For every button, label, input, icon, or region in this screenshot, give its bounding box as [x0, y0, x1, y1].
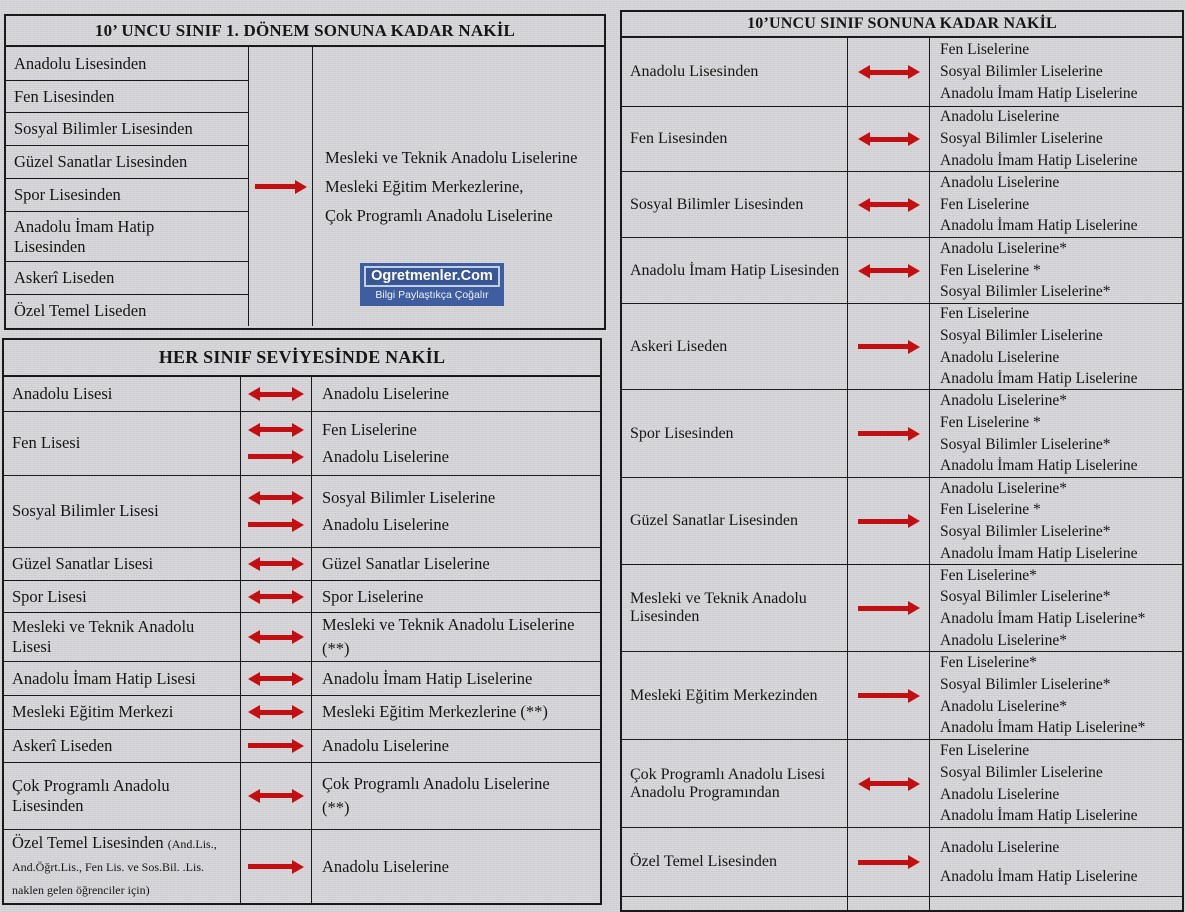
watermark-logo	[360, 263, 504, 306]
destination-cell	[930, 390, 1182, 477]
destination-text: Sosyal Bilimler Liselerine	[322, 488, 496, 508]
table-body	[6, 47, 604, 326]
source-text: Spor Lisesinden	[630, 424, 734, 442]
destination-cell	[312, 412, 600, 474]
source-text: Anadolu İmam Hatip Lisesinden	[14, 216, 155, 256]
arrow-both-icon	[248, 590, 304, 604]
source-text: Fen Lisesinden	[14, 86, 115, 106]
destination-text: Anadolu Liselerine*	[940, 631, 1067, 649]
table-row	[4, 696, 600, 729]
destination-cell	[312, 830, 600, 903]
destination-text: Mesleki ve Teknik Anadolu Liselerine	[325, 148, 578, 167]
destination-text: Anadolu İmam Hatip Liselerine	[322, 668, 533, 688]
arrow-right-icon	[248, 518, 304, 532]
arrow-cell	[241, 581, 312, 612]
source-text: Güzel Sanatlar Lisesinden	[630, 512, 798, 529]
source-cell	[4, 763, 241, 829]
source-cell	[622, 897, 848, 912]
destination-text: Mesleki Eğitim Merkezlerine,	[325, 177, 524, 196]
destination-text: Anadolu Liselerine	[322, 735, 449, 755]
destination-cell	[930, 304, 1182, 389]
destination-text: Sosyal Bilimler Liselerine*	[940, 675, 1111, 693]
destination-text: Anadolu Liselerine*	[940, 239, 1067, 257]
arrow-cell	[241, 830, 312, 903]
table-10th-grade-end-transfer	[620, 10, 1184, 912]
source-text: Sosyal Bilimler Lisesi	[12, 501, 159, 521]
arrow-right-icon	[248, 739, 304, 753]
destination-text: Anadolu Liselerine	[322, 447, 449, 467]
table-row	[4, 662, 600, 696]
destination-text: Fen Liselerine*	[940, 654, 1037, 672]
source-cell	[4, 581, 241, 612]
source-cell	[4, 412, 241, 474]
destination-text: Anadolu İmam Hatip Liselerine	[940, 868, 1138, 885]
table-row	[622, 38, 1182, 107]
destination-cell	[312, 377, 600, 411]
arrow-both-icon	[858, 198, 920, 212]
arrow-cell	[848, 897, 930, 912]
source-text: Çok Programlı Anadolu Lisesinden	[12, 775, 170, 815]
table-row	[622, 740, 1182, 828]
table-row	[6, 47, 248, 81]
arrow-both-icon	[858, 264, 920, 278]
destination-cell	[930, 107, 1182, 171]
arrow-both-icon	[248, 705, 304, 719]
destination-text: Anadolu Liselerine*	[940, 392, 1067, 410]
destination-cell	[930, 565, 1182, 651]
source-cell	[4, 696, 241, 728]
destination-text: Anadolu İmam Hatip Liselerine	[940, 544, 1138, 562]
arrow-right-icon	[858, 689, 920, 703]
destination-text: Anadolu İmam Hatip Liselerine*	[940, 719, 1146, 737]
destination-text: Anadolu Liselerine	[940, 108, 1060, 126]
watermark-slogan: Bilgi Paylaştıkça Çoğalır	[375, 289, 489, 301]
source-text: Mesleki ve Teknik Anadolu Lisesi	[12, 617, 195, 657]
table-row	[6, 146, 248, 179]
destination-cell	[930, 740, 1182, 827]
arrow-right-icon	[858, 340, 920, 354]
destination-text: Anadolu İmam Hatip Liselerine	[940, 807, 1138, 825]
arrow-cell	[848, 107, 930, 171]
destination-text: Anadolu Liselerine	[940, 348, 1060, 366]
table-row-cutoff	[622, 897, 1182, 912]
arrow-cell	[249, 47, 313, 326]
table-row	[622, 390, 1182, 478]
source-text: Anadolu İmam Hatip Lisesinden	[630, 261, 840, 279]
destination-text: Çok Programlı Anadolu Liselerine	[325, 206, 553, 225]
source-cell	[4, 613, 241, 661]
source-text: Güzel Sanatlar Lisesi	[12, 553, 154, 573]
arrow-both-icon	[248, 491, 304, 505]
destination-text: Fen Liselerine	[322, 420, 417, 440]
source-cell	[622, 565, 848, 651]
source-cell	[4, 730, 241, 762]
table-10th-grade-1st-term-transfer	[4, 14, 606, 330]
arrow-cell	[241, 730, 312, 762]
arrow-cell	[241, 548, 312, 580]
arrow-cell	[241, 662, 312, 695]
source-text: Özel Temel Liseden	[14, 300, 147, 320]
destination-cell	[312, 581, 600, 612]
table-row	[6, 295, 248, 326]
source-cell	[622, 304, 848, 389]
destination-text: Anadolu İmam Hatip Liselerine*	[940, 610, 1146, 627]
arrow-cell	[848, 565, 930, 651]
destination-cell	[930, 38, 1182, 106]
arrow-both-icon	[248, 789, 304, 803]
destination-text: Mesleki ve Teknik Anadolu Liselerine (**)	[322, 615, 575, 659]
destination-text: Fen Liselerine	[940, 742, 1030, 760]
table-body	[622, 38, 1182, 912]
source-text: Güzel Sanatlar Lisesinden	[14, 152, 188, 171]
source-cell	[4, 476, 241, 547]
watermark-title: Ogretmenler.Com	[364, 266, 500, 287]
source-text: Askerî Liseden	[12, 735, 113, 755]
source-cell	[622, 38, 848, 106]
table-row	[622, 172, 1182, 238]
arrow-cell	[848, 652, 930, 739]
arrow-cell	[848, 238, 930, 303]
table-row	[4, 377, 600, 412]
arrow-cell	[848, 38, 930, 106]
table-row	[622, 478, 1182, 565]
arrow-cell	[848, 740, 930, 827]
table-row	[4, 763, 600, 830]
destination-text: Fen Liselerine *	[940, 261, 1041, 279]
arrow-both-icon	[248, 557, 304, 571]
source-text: Anadolu Lisesi	[12, 384, 113, 404]
destination-text: Anadolu Liselerine	[322, 384, 449, 404]
arrow-right-icon	[858, 855, 920, 869]
destination-cell	[312, 662, 600, 695]
source-cell	[4, 377, 241, 411]
destination-text: Sosyal Bilimler Liselerine	[940, 130, 1103, 148]
destination-text: Anadolu Liselerine	[322, 515, 449, 535]
arrow-both-icon	[858, 65, 920, 79]
destination-text: Fen Liselerine*	[940, 566, 1037, 584]
table-row	[622, 238, 1182, 304]
destination-text: Fen Liselerine	[940, 195, 1030, 213]
source-text: Askerî Liseden	[14, 268, 115, 287]
table-body	[4, 377, 600, 903]
source-text: Çok Programlı Anadolu Lisesi Anadolu Programından	[630, 765, 826, 801]
source-cell	[622, 390, 848, 477]
table-row	[4, 476, 600, 548]
destination-text: Sosyal Bilimler Liselerine	[940, 763, 1103, 781]
table-row	[622, 107, 1182, 172]
table-row	[622, 652, 1182, 740]
source-note-text: (And.Lis., And.Öğrt.Lis., Fen Lis. ve Sos.Bil. .Lis. naklen gelen öğrenciler için)	[12, 837, 217, 898]
arrow-cell	[241, 763, 312, 829]
destination-text: Sosyal Bilimler Liselerine*	[940, 435, 1111, 453]
destination-text: Çok Programlı Anadolu Liselerine (**)	[322, 773, 550, 817]
source-text: Anadolu İmam Hatip Lisesi	[12, 668, 196, 688]
destination-text: Anadolu İmam Hatip Liselerine	[940, 217, 1138, 235]
destination-text: Fen Liselerine	[940, 41, 1030, 59]
arrow-both-icon	[858, 132, 920, 146]
source-cell	[622, 652, 848, 739]
destination-cell	[312, 763, 600, 829]
source-cell	[622, 107, 848, 171]
source-cell	[622, 740, 848, 827]
source-cell	[622, 828, 848, 896]
destination-cell	[930, 828, 1182, 896]
table-row	[4, 830, 600, 903]
source-column	[6, 47, 249, 326]
destination-cell	[312, 696, 600, 728]
source-text: Sosyal Bilimler Lisesinden	[14, 119, 193, 138]
arrow-cell	[848, 172, 930, 237]
arrow-right-icon	[248, 450, 304, 464]
table-row	[6, 212, 248, 262]
arrow-both-icon	[248, 387, 304, 401]
arrow-right-icon	[248, 860, 304, 874]
source-text: Sosyal Bilimler Lisesinden	[630, 195, 804, 213]
arrow-cell	[241, 476, 312, 547]
source-cell	[622, 172, 848, 237]
table-row	[6, 81, 248, 113]
table-row	[4, 581, 600, 613]
source-text: Anadolu Lisesinden	[630, 63, 759, 80]
destination-text: Fen Liselerine	[940, 305, 1030, 323]
destination-text: Anadolu İmam Hatip Liselerine	[940, 370, 1138, 388]
destination-text: Anadolu Liselerine*	[940, 697, 1067, 715]
arrow-cell	[848, 390, 930, 477]
destination-text: Spor Liselerine	[322, 586, 424, 606]
destination-text: Anadolu İmam Hatip Liselerine	[940, 457, 1138, 475]
destination-cell	[930, 478, 1182, 564]
source-text: Spor Lisesinden	[14, 185, 121, 204]
arrow-cell	[848, 304, 930, 389]
source-text: Mesleki Eğitim Merkezinden	[630, 686, 818, 704]
table-row	[4, 548, 600, 581]
destination-text: Güzel Sanatlar Liselerine	[322, 553, 490, 573]
source-text: Fen Lisesi	[12, 433, 81, 453]
arrow-both-icon	[858, 777, 920, 791]
destination-text: Anadolu Liselerine	[322, 856, 449, 876]
source-text: Fen Lisesinden	[630, 130, 728, 147]
destination-text: Anadolu İmam Hatip Liselerine	[940, 84, 1138, 102]
source-text: Anadolu Lisesinden	[14, 53, 147, 73]
destination-text: Mesleki Eğitim Merkezlerine (**)	[322, 702, 548, 722]
arrow-right-icon	[858, 514, 920, 528]
table-row	[6, 113, 248, 146]
arrow-cell	[241, 412, 312, 474]
arrow-right-icon	[858, 427, 920, 441]
destination-text: Anadolu Liselerine	[940, 839, 1060, 856]
destination-text: Anadolu Liselerine	[940, 785, 1060, 803]
table-row	[622, 828, 1182, 897]
source-text: Özel Temel Lisesinden	[630, 853, 777, 870]
arrow-right-icon	[255, 180, 307, 194]
source-text: Mesleki ve Teknik Anadolu Lisesinden	[630, 590, 807, 625]
destination-text: Sosyal Bilimler Liselerine*	[940, 283, 1111, 301]
arrow-cell	[241, 377, 312, 411]
arrow-cell	[848, 828, 930, 896]
destination-text: Sosyal Bilimler Liselerine*	[940, 523, 1111, 540]
arrow-cell	[241, 613, 312, 661]
table-row	[622, 565, 1182, 652]
source-cell	[4, 830, 241, 903]
source-text: Mesleki Eğitim Merkezi	[12, 702, 174, 722]
source-cell	[622, 478, 848, 564]
destination-cell	[312, 613, 600, 661]
table-row	[622, 304, 1182, 390]
arrow-cell	[241, 696, 312, 728]
table-title: 10’ UNCU SINIF 1. DÖNEM SONUNA KADAR NAKİL	[6, 16, 604, 47]
source-text: Spor Lisesi	[12, 586, 87, 606]
destination-text: Sosyal Bilimler Liselerine	[940, 63, 1103, 81]
table-row	[4, 412, 600, 475]
arrow-cell	[848, 478, 930, 564]
destination-text: Anadolu Liselerine*	[940, 479, 1067, 497]
destination-cell	[313, 47, 604, 326]
table-title: HER SINIF SEVİYESİNDE NAKİL	[4, 340, 600, 377]
table-title: 10’UNCU SINIF SONUNA KADAR NAKİL	[622, 12, 1182, 38]
destination-text: Fen Liselerine *	[940, 413, 1041, 431]
destination-cell	[930, 652, 1182, 739]
source-text: Askeri Liseden	[630, 337, 728, 355]
table-row	[4, 730, 600, 763]
arrow-both-icon	[248, 423, 304, 437]
table-row	[6, 262, 248, 295]
destination-cell	[930, 897, 1182, 912]
destination-text: Sosyal Bilimler Liselerine*	[940, 588, 1111, 606]
destination-cell	[930, 238, 1182, 303]
source-cell	[4, 548, 241, 580]
destination-cell	[930, 172, 1182, 237]
arrow-both-icon	[248, 672, 304, 686]
arrow-right-icon	[858, 601, 920, 615]
arrow-both-icon	[248, 630, 304, 644]
source-text: Özel Temel Lisesinden	[12, 833, 164, 853]
table-row	[6, 179, 248, 212]
source-cell	[4, 662, 241, 695]
destination-text: Anadolu Liselerine	[940, 173, 1060, 191]
source-cell	[622, 238, 848, 303]
destination-text: Fen Liselerine *	[940, 501, 1041, 519]
destination-cell	[312, 730, 600, 762]
destination-cell	[312, 476, 600, 547]
table-row	[4, 613, 600, 662]
destination-text: Sosyal Bilimler Liselerine	[940, 326, 1103, 344]
destination-text: Anadolu İmam Hatip Liselerine	[940, 151, 1138, 169]
table-every-grade-transfer	[2, 338, 602, 905]
destination-cell	[312, 548, 600, 580]
